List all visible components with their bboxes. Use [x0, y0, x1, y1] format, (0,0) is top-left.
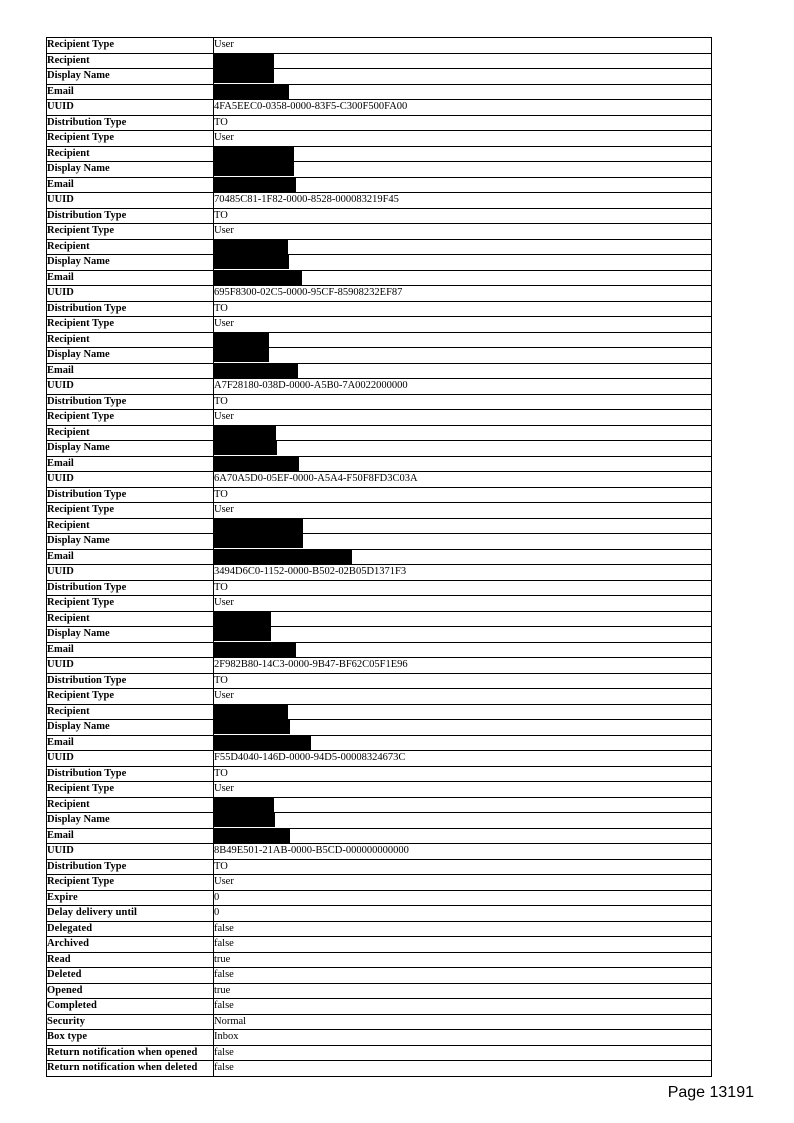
- redaction-bar: [214, 147, 294, 161]
- property-value: TO: [214, 673, 712, 689]
- table-row: [47, 766, 712, 782]
- property-name: Recipient: [47, 425, 214, 441]
- property-value: User: [214, 875, 712, 891]
- table-row: [47, 565, 712, 581]
- redaction-bar: [214, 255, 289, 269]
- table-row: [47, 177, 712, 193]
- property-name: Recipient: [47, 797, 214, 813]
- property-name: Read: [47, 952, 214, 968]
- table-row: [47, 859, 712, 875]
- property-name: UUID: [47, 100, 214, 116]
- property-name: Archived: [47, 937, 214, 953]
- property-name: UUID: [47, 472, 214, 488]
- property-value: User: [214, 131, 712, 147]
- property-value-redacted: [214, 69, 712, 85]
- property-value: F55D4040-146D-0000-94D5-00008324673C: [214, 751, 712, 767]
- property-value: false: [214, 1045, 712, 1061]
- property-value: false: [214, 1061, 712, 1077]
- property-value: TO: [214, 301, 712, 317]
- property-name: Email: [47, 363, 214, 379]
- table-row: [47, 84, 712, 100]
- property-name: Recipient: [47, 518, 214, 534]
- property-name: Distribution Type: [47, 487, 214, 503]
- redaction-bar: [214, 240, 288, 254]
- property-name: Recipient Type: [47, 317, 214, 333]
- property-name: Display Name: [47, 534, 214, 550]
- table-row: [47, 456, 712, 472]
- table-row: [47, 441, 712, 457]
- property-value: false: [214, 921, 712, 937]
- property-value-redacted: [214, 518, 712, 534]
- property-name: Display Name: [47, 720, 214, 736]
- property-value: 4FA5EEC0-0358-0000-83F5-C300F500FA00: [214, 100, 712, 116]
- property-name: Recipient Type: [47, 875, 214, 891]
- property-name: Delay delivery until: [47, 906, 214, 922]
- redaction-bar: [214, 364, 298, 378]
- property-name: Recipient: [47, 611, 214, 627]
- table-row: [47, 239, 712, 255]
- redaction-bar: [214, 519, 303, 533]
- property-name: Security: [47, 1014, 214, 1030]
- table-row: [47, 534, 712, 550]
- table-row: [47, 1045, 712, 1061]
- table-row: [47, 131, 712, 147]
- property-name: Box type: [47, 1030, 214, 1046]
- property-name: Expire: [47, 890, 214, 906]
- table-row: [47, 735, 712, 751]
- property-name: Display Name: [47, 69, 214, 85]
- property-name: Email: [47, 456, 214, 472]
- table-row: [47, 1014, 712, 1030]
- property-value-redacted: [214, 177, 712, 193]
- table-row: [47, 518, 712, 534]
- property-value: 6A70A5D0-05EF-0000-A5A4-F50F8FD3C03A: [214, 472, 712, 488]
- table-row: [47, 999, 712, 1015]
- table-row: [47, 813, 712, 829]
- table-row: [47, 627, 712, 643]
- table-row: [47, 875, 712, 891]
- property-value: TO: [214, 487, 712, 503]
- property-name: Return notification when opened: [47, 1045, 214, 1061]
- redaction-bar: [214, 736, 311, 750]
- table-row: [47, 1061, 712, 1077]
- table-row: [47, 1030, 712, 1046]
- property-name: Distribution Type: [47, 859, 214, 875]
- property-value: A7F28180-038D-0000-A5B0-7A0022000000: [214, 379, 712, 395]
- property-value-redacted: [214, 797, 712, 813]
- property-value: TO: [214, 394, 712, 410]
- table-row: [47, 596, 712, 612]
- property-name: Distribution Type: [47, 301, 214, 317]
- property-value-redacted: [214, 239, 712, 255]
- property-value-redacted: [214, 456, 712, 472]
- property-value-redacted: [214, 549, 712, 565]
- table-row: [47, 782, 712, 798]
- table-row: [47, 394, 712, 410]
- property-value: true: [214, 983, 712, 999]
- property-value-redacted: [214, 627, 712, 643]
- table-row: [47, 952, 712, 968]
- property-name: UUID: [47, 844, 214, 860]
- table-row: [47, 673, 712, 689]
- redaction-bar: [214, 534, 303, 548]
- redaction-bar: [214, 550, 352, 564]
- property-value-redacted: [214, 735, 712, 751]
- property-value: User: [214, 38, 712, 54]
- property-value-redacted: [214, 84, 712, 100]
- property-value: User: [214, 410, 712, 426]
- property-name: UUID: [47, 565, 214, 581]
- table-row: [47, 828, 712, 844]
- table-row: [47, 472, 712, 488]
- table-row: [47, 642, 712, 658]
- redaction-bar: [214, 798, 274, 812]
- property-value-redacted: [214, 255, 712, 271]
- property-value-redacted: [214, 704, 712, 720]
- table-row: [47, 193, 712, 209]
- redaction-bar: [214, 813, 275, 827]
- redaction-bar: [214, 178, 296, 192]
- property-name: Recipient: [47, 704, 214, 720]
- property-value: Inbox: [214, 1030, 712, 1046]
- redaction-bar: [214, 457, 299, 471]
- redaction-bar: [214, 426, 276, 440]
- property-value-redacted: [214, 534, 712, 550]
- property-name: UUID: [47, 751, 214, 767]
- property-name: Deleted: [47, 968, 214, 984]
- property-name: Recipient Type: [47, 596, 214, 612]
- table-row: [47, 332, 712, 348]
- table-row: [47, 921, 712, 937]
- property-name: UUID: [47, 193, 214, 209]
- property-name: Email: [47, 270, 214, 286]
- table-row: [47, 348, 712, 364]
- table-row: [47, 100, 712, 116]
- property-value: User: [214, 503, 712, 519]
- redaction-bar: [214, 271, 302, 285]
- table-row: [47, 255, 712, 271]
- redaction-bar: [214, 348, 269, 362]
- property-name: UUID: [47, 658, 214, 674]
- property-value: 0: [214, 890, 712, 906]
- table-row: [47, 844, 712, 860]
- property-value: 0: [214, 906, 712, 922]
- table-row: [47, 906, 712, 922]
- table-row: [47, 968, 712, 984]
- property-value: 695F8300-02C5-0000-95CF-85908232EF87: [214, 286, 712, 302]
- property-name: Display Name: [47, 255, 214, 271]
- table-row: [47, 658, 712, 674]
- table-row: [47, 751, 712, 767]
- property-value-redacted: [214, 348, 712, 364]
- property-name: Recipient Type: [47, 689, 214, 705]
- table-row: [47, 937, 712, 953]
- property-value: User: [214, 782, 712, 798]
- property-value: 70485C81-1F82-0000-8528-000083219F45: [214, 193, 712, 209]
- property-name: Display Name: [47, 162, 214, 178]
- table-row: [47, 689, 712, 705]
- redaction-bar: [214, 612, 271, 626]
- property-value: User: [214, 689, 712, 705]
- property-name: Email: [47, 84, 214, 100]
- property-name: Distribution Type: [47, 580, 214, 596]
- page-number: Page 13191: [667, 1084, 754, 1101]
- property-name: Recipient: [47, 146, 214, 162]
- property-value: User: [214, 317, 712, 333]
- property-name: Delegated: [47, 921, 214, 937]
- property-value: false: [214, 937, 712, 953]
- table-row: [47, 425, 712, 441]
- table-row: [47, 379, 712, 395]
- property-name: Email: [47, 642, 214, 658]
- property-name: Distribution Type: [47, 208, 214, 224]
- property-name: Return notification when deleted: [47, 1061, 214, 1077]
- property-name: Display Name: [47, 813, 214, 829]
- property-name: Recipient Type: [47, 224, 214, 240]
- table-row: [47, 549, 712, 565]
- property-value-redacted: [214, 332, 712, 348]
- property-value: TO: [214, 859, 712, 875]
- table-row: [47, 363, 712, 379]
- property-value: TO: [214, 208, 712, 224]
- property-name: Distribution Type: [47, 394, 214, 410]
- property-value: Normal: [214, 1014, 712, 1030]
- property-name: Recipient: [47, 332, 214, 348]
- table-row: [47, 224, 712, 240]
- property-name: Email: [47, 177, 214, 193]
- table-row: [47, 580, 712, 596]
- property-name: Distribution Type: [47, 115, 214, 131]
- redaction-bar: [214, 162, 294, 176]
- property-name: Recipient: [47, 53, 214, 69]
- property-value: false: [214, 968, 712, 984]
- property-value: 2F982B80-14C3-0000-9B47-BF62C05F1E96: [214, 658, 712, 674]
- property-name: Email: [47, 735, 214, 751]
- property-value-redacted: [214, 441, 712, 457]
- table-row: [47, 611, 712, 627]
- table-row: [47, 410, 712, 426]
- redaction-bar: [214, 441, 277, 455]
- table-row: [47, 69, 712, 85]
- redaction-bar: [214, 643, 296, 657]
- property-name: Display Name: [47, 441, 214, 457]
- table-row: [47, 208, 712, 224]
- property-value: TO: [214, 766, 712, 782]
- table-row: [47, 162, 712, 178]
- property-name: UUID: [47, 379, 214, 395]
- property-name: Display Name: [47, 348, 214, 364]
- table-row: [47, 983, 712, 999]
- table-row: [47, 146, 712, 162]
- property-value-redacted: [214, 642, 712, 658]
- property-value-redacted: [214, 611, 712, 627]
- property-name: Opened: [47, 983, 214, 999]
- properties-table: [46, 37, 712, 1077]
- table-row: [47, 38, 712, 54]
- table-row: [47, 53, 712, 69]
- property-value-redacted: [214, 425, 712, 441]
- property-value-redacted: [214, 813, 712, 829]
- table-row: [47, 503, 712, 519]
- property-value-redacted: [214, 146, 712, 162]
- property-name: Email: [47, 549, 214, 565]
- table-row: [47, 115, 712, 131]
- property-value-redacted: [214, 53, 712, 69]
- property-value-redacted: [214, 162, 712, 178]
- redaction-bar: [214, 627, 271, 641]
- property-name: Recipient Type: [47, 131, 214, 147]
- table-row: [47, 301, 712, 317]
- property-name: Recipient Type: [47, 38, 214, 54]
- table-row: [47, 286, 712, 302]
- table-row: [47, 487, 712, 503]
- table-row: [47, 797, 712, 813]
- property-value: 3494D6C0-1152-0000-B502-02B05D1371F3: [214, 565, 712, 581]
- property-value: User: [214, 224, 712, 240]
- table-row: [47, 270, 712, 286]
- property-value: User: [214, 596, 712, 612]
- redaction-bar: [214, 54, 274, 68]
- property-name: UUID: [47, 286, 214, 302]
- property-value-redacted: [214, 270, 712, 286]
- table-row: [47, 317, 712, 333]
- property-value: true: [214, 952, 712, 968]
- property-value: TO: [214, 115, 712, 131]
- property-value: false: [214, 999, 712, 1015]
- property-name: Distribution Type: [47, 766, 214, 782]
- table-row: [47, 890, 712, 906]
- redaction-bar: [214, 69, 274, 83]
- property-name: Recipient Type: [47, 782, 214, 798]
- property-value-redacted: [214, 828, 712, 844]
- redaction-bar: [214, 829, 290, 843]
- property-name: Email: [47, 828, 214, 844]
- redaction-bar: [214, 720, 290, 734]
- property-name: Recipient Type: [47, 503, 214, 519]
- table-row: [47, 704, 712, 720]
- redaction-bar: [214, 333, 269, 347]
- property-value: 8B49E501-21AB-0000-B5CD-000000000000: [214, 844, 712, 860]
- property-value-redacted: [214, 720, 712, 736]
- property-value-redacted: [214, 363, 712, 379]
- redaction-bar: [214, 85, 289, 99]
- property-name: Display Name: [47, 627, 214, 643]
- property-name: Recipient Type: [47, 410, 214, 426]
- redaction-bar: [214, 705, 288, 719]
- property-name: Recipient: [47, 239, 214, 255]
- property-name: Completed: [47, 999, 214, 1015]
- property-name: Distribution Type: [47, 673, 214, 689]
- table-row: [47, 720, 712, 736]
- property-value: TO: [214, 580, 712, 596]
